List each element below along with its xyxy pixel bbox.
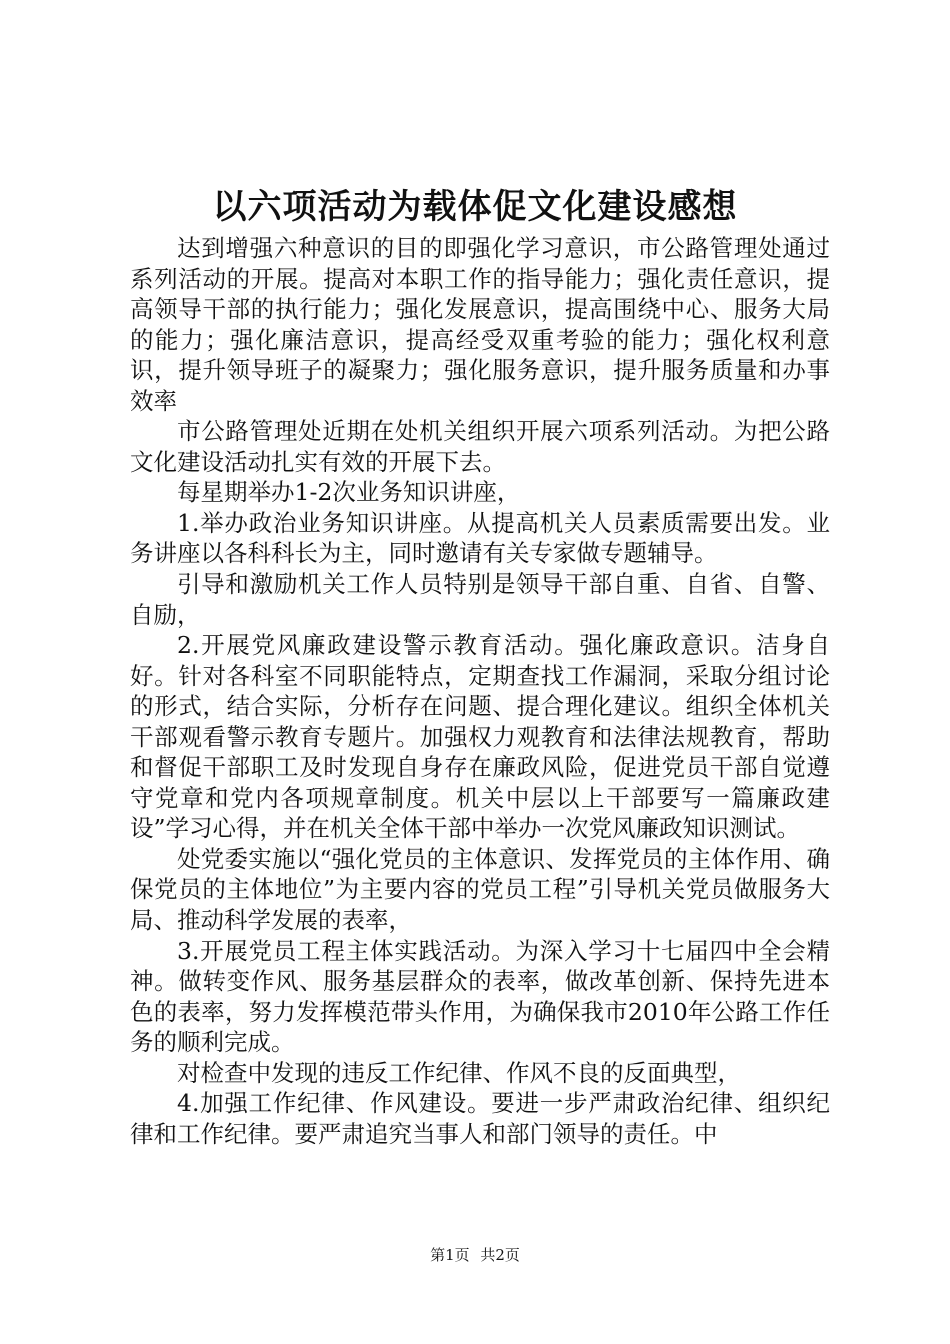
page-footer bbox=[0, 1245, 950, 1265]
paragraph: 4.加强工作纪律、作风建设。要进一步严肃政治纪律、组织纪律和工作纪律。要严肃追究当事人和部门领导的责任。中 bbox=[130, 1089, 830, 1148]
document-title: 以六项活动为载体促文化建设感想 bbox=[212, 187, 738, 227]
paragraph: 对检查中发现的违反工作纪律、作风不良的反面典型， bbox=[177, 1058, 741, 1087]
document-body bbox=[130, 233, 830, 1149]
page-total: 共2页 bbox=[480, 1246, 520, 1264]
paragraph: 达到增强六种意识的目的即强化学习意识，市公路管理处通过系列活动的开展。提高对本职工作的指导能力；强化责任意识，提高领导干部的执行能力；强化发展意识，提高围绕中心、服务大局的能力；强化廉洁意识，提高经受双重考验的能力；强化权利意识，提升领导班子的凝聚力；强化服务意识，提升服务质量和办事效率 bbox=[130, 234, 830, 415]
paragraph: 1.举办政治业务知识讲座。从提高机关人员素质需要出发。业务讲座以各科科长为主，同时邀请有关专家做专题辅导。 bbox=[130, 508, 830, 568]
paragraph: 引导和激励机关工作人员特别是领导干部自重、自省、自警、自励， bbox=[130, 570, 830, 629]
paragraph: 市公路管理处近期在处机关组织开展六项系列活动。为把公路文化建设活动扎实有效的开展下去。 bbox=[130, 417, 830, 476]
paragraph: 每星期举办1-2次业务知识讲座， bbox=[177, 478, 521, 507]
paragraph: 处党委实施以“强化党员的主体意识、发挥党员的主体作用、确保党员的主体地位”为主要内容的党员工程”引导机关党员做服务大局、推动科学发展的表率， bbox=[130, 844, 830, 935]
paragraph: 3.开展党员工程主体实践活动。为深入学习十七届四中全会精神。做转变作风、服务基层群众的表率，做改革创新、保持先进本色的表率，努力发挥模范带头作用，为确保我市2010年公路工作任务的顺利完成。 bbox=[130, 936, 830, 1057]
page-number: 第1页 bbox=[430, 1246, 470, 1264]
paragraph: 2.开展党风廉政建设警示教育活动。强化廉政意识。洁身自好。针对各科室不同职能特点，定期查找工作漏洞，采取分组讨论的形式，结合实际，分析存在问题、提合理化建议。组织全体机关干部观看警示教育专题片。加强权力观教育和法律法规教育，帮助和督促干部职工及时发现自身存在廉政风险，促进党员干部自觉遵守党章和党内各项规章制度。机关中层以上干部要写一篇廉政建设”学习心得，并在机关全体干部中举办一次党风廉政知识测试。 bbox=[130, 631, 830, 843]
